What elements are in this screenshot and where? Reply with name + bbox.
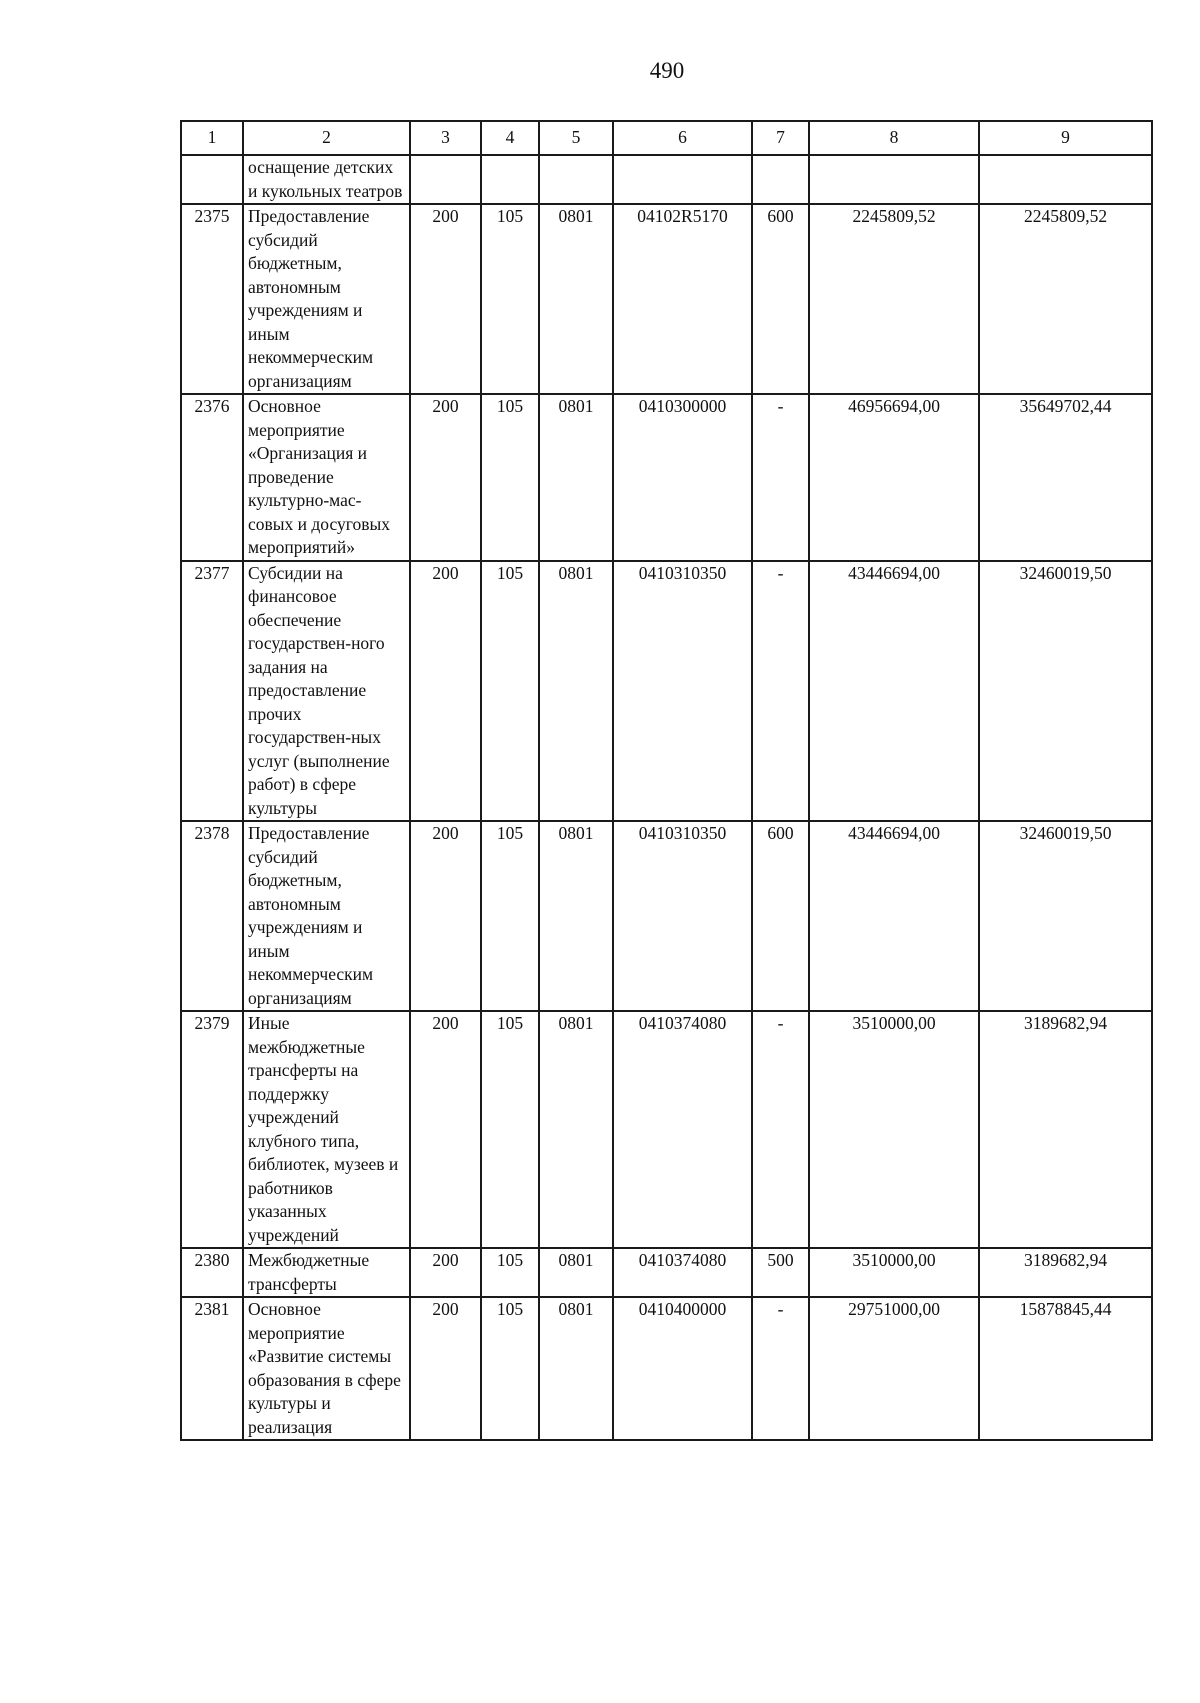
row-number: 2379 <box>181 1011 243 1248</box>
cell-col6: 0410310350 <box>613 821 752 1011</box>
cell-col8: 2245809,52 <box>809 204 979 394</box>
budget-table <box>180 120 1153 1441</box>
cell-col3: 200 <box>410 561 481 822</box>
row-number: 2375 <box>181 204 243 394</box>
cell-col9: 15878845,44 <box>979 1297 1152 1440</box>
row-number: 2380 <box>181 1248 243 1297</box>
cell-col7: 600 <box>752 204 809 394</box>
cell-col4: 105 <box>481 394 539 561</box>
cell-col6: 04102R5170 <box>613 204 752 394</box>
header-cell: 3 <box>410 121 481 155</box>
header-cell: 9 <box>979 121 1152 155</box>
row-description: Основное мероприятие «Организация и проведение культурно-мас-совых и досуговых мероприятий» <box>243 394 410 561</box>
cell-col4: 105 <box>481 561 539 822</box>
cell-col3: 200 <box>410 394 481 561</box>
row-number: 2378 <box>181 821 243 1011</box>
cell-col9: 3189682,94 <box>979 1248 1152 1297</box>
cell-col8: 43446694,00 <box>809 821 979 1011</box>
header-cell: 2 <box>243 121 410 155</box>
cell-col8 <box>809 155 979 204</box>
cell-col7 <box>752 155 809 204</box>
row-number <box>181 155 243 204</box>
cell-col3: 200 <box>410 1248 481 1297</box>
table-row <box>181 1248 1152 1297</box>
cell-col3 <box>410 155 481 204</box>
cell-col7: - <box>752 1011 809 1248</box>
cell-col5: 0801 <box>539 1297 613 1440</box>
cell-col6: 0410300000 <box>613 394 752 561</box>
cell-col5: 0801 <box>539 561 613 822</box>
header-cell: 8 <box>809 121 979 155</box>
cell-col7: - <box>752 1297 809 1440</box>
cell-col6: 0410374080 <box>613 1011 752 1248</box>
row-number: 2376 <box>181 394 243 561</box>
row-description: Иные межбюджетные трансферты на поддержку учреждений клубного типа, библиотек, музеев и работников указанных учреждений <box>243 1011 410 1248</box>
header-cell: 7 <box>752 121 809 155</box>
cell-col6: 0410310350 <box>613 561 752 822</box>
cell-col8: 43446694,00 <box>809 561 979 822</box>
cell-col7: 600 <box>752 821 809 1011</box>
cell-col8: 29751000,00 <box>809 1297 979 1440</box>
cell-col4: 105 <box>481 821 539 1011</box>
cell-col5 <box>539 155 613 204</box>
table-row <box>181 1297 1152 1440</box>
cell-col9: 32460019,50 <box>979 821 1152 1011</box>
cell-col4: 105 <box>481 1297 539 1440</box>
row-number: 2377 <box>181 561 243 822</box>
cell-col6 <box>613 155 752 204</box>
cell-col5: 0801 <box>539 1248 613 1297</box>
cell-col8: 46956694,00 <box>809 394 979 561</box>
cell-col7: - <box>752 394 809 561</box>
cell-col6: 0410400000 <box>613 1297 752 1440</box>
cell-col3: 200 <box>410 1297 481 1440</box>
cell-col9: 2245809,52 <box>979 204 1152 394</box>
row-description: оснащение детских и кукольных театров <box>243 155 410 204</box>
header-cell: 4 <box>481 121 539 155</box>
cell-col4: 105 <box>481 1248 539 1297</box>
row-number: 2381 <box>181 1297 243 1440</box>
cell-col9: 32460019,50 <box>979 561 1152 822</box>
cell-col8: 3510000,00 <box>809 1011 979 1248</box>
header-cell: 6 <box>613 121 752 155</box>
cell-col9 <box>979 155 1152 204</box>
cell-col6: 0410374080 <box>613 1248 752 1297</box>
cell-col5: 0801 <box>539 204 613 394</box>
row-description: Предоставление субсидий бюджетным, автономным учреждениям и иным некоммерческим организациям <box>243 204 410 394</box>
table-row <box>181 561 1152 822</box>
page-number: 490 <box>649 58 685 83</box>
cell-col3: 200 <box>410 204 481 394</box>
cell-col5: 0801 <box>539 394 613 561</box>
header-row <box>181 121 1152 155</box>
cell-col4: 105 <box>481 1011 539 1248</box>
table-row <box>181 394 1152 561</box>
cell-col8: 3510000,00 <box>809 1248 979 1297</box>
cell-col3: 200 <box>410 821 481 1011</box>
row-description: Предоставление субсидий бюджетным, автономным учреждениям и иным некоммерческим организациям <box>243 821 410 1011</box>
cell-col9: 35649702,44 <box>979 394 1152 561</box>
cell-col4 <box>481 155 539 204</box>
cell-col7: - <box>752 561 809 822</box>
cell-col3: 200 <box>410 1011 481 1248</box>
table-row <box>181 821 1152 1011</box>
cell-col9: 3189682,94 <box>979 1011 1152 1248</box>
cell-col5: 0801 <box>539 1011 613 1248</box>
table-row <box>181 155 1152 204</box>
cell-col7: 500 <box>752 1248 809 1297</box>
row-description: Межбюджетные трансферты <box>243 1248 410 1297</box>
table-row <box>181 204 1152 394</box>
cell-col5: 0801 <box>539 821 613 1011</box>
row-description: Субсидии на финансовое обеспечение государствен-ного задания на предоставление прочих государствен-ных услуг (выполнение работ) в сфере культуры <box>243 561 410 822</box>
row-description: Основное мероприятие «Развитие системы образования в сфере культуры и реализация <box>243 1297 410 1440</box>
header-cell: 5 <box>539 121 613 155</box>
header-cell: 1 <box>181 121 243 155</box>
table-row <box>181 1011 1152 1248</box>
cell-col4: 105 <box>481 204 539 394</box>
